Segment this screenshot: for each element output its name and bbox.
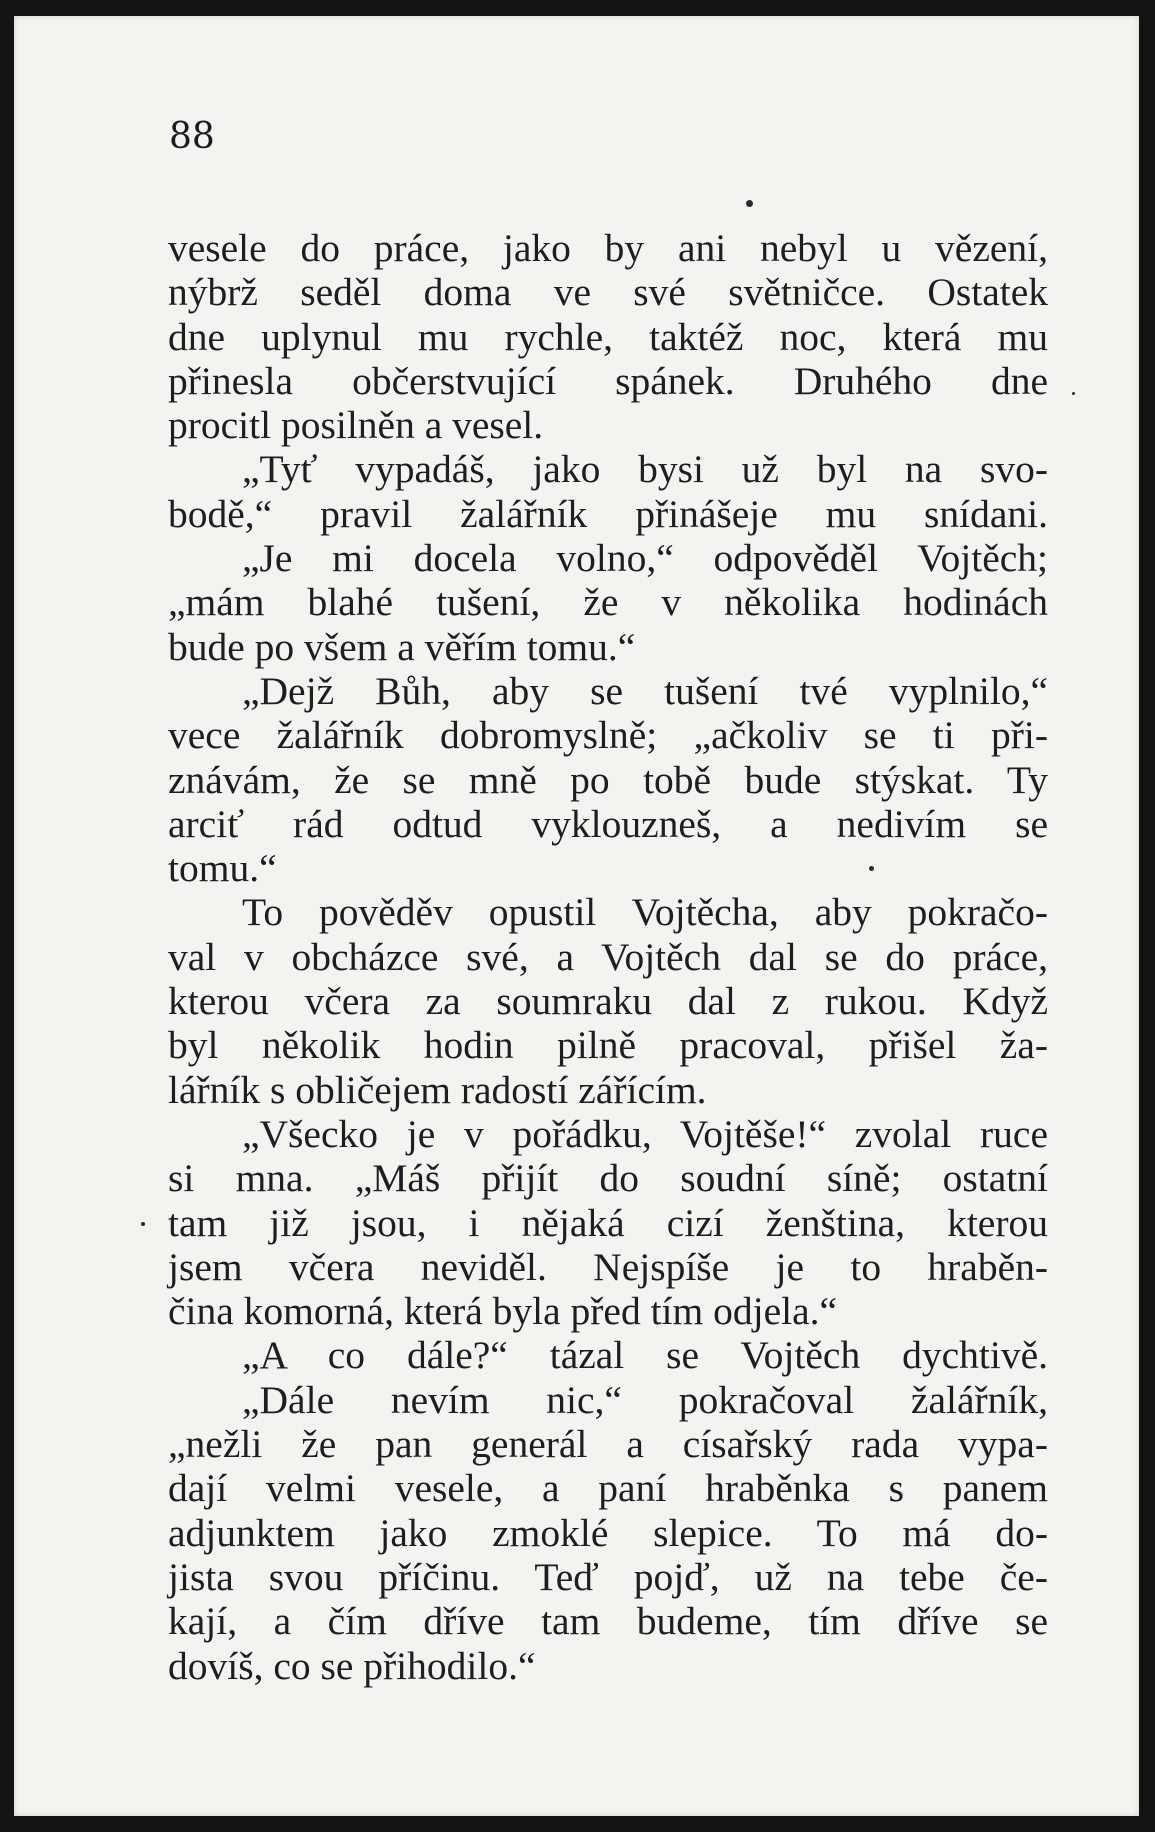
text-line: bude po všem a věřím tomu.“ bbox=[168, 624, 636, 669]
ink-speck bbox=[1072, 392, 1075, 395]
text-line: znávám, že se mně po tobě bude stýskat. Ty bbox=[168, 757, 1048, 802]
text-line: kterou včera za soumraku dal z rukou. Když bbox=[168, 979, 1048, 1024]
text-line: arciť rád odtud vyklouzneš, a nedivím se bbox=[168, 801, 1048, 846]
text-line: „mám blahé tušení, že v několika hodinách bbox=[168, 580, 1048, 625]
ink-speck bbox=[869, 866, 874, 871]
text-line: dovíš, co se přihodilo.“ bbox=[168, 1643, 536, 1688]
text-line: „Dejž Bůh, aby se tušení tvé vyplnilo,“ bbox=[242, 668, 1048, 713]
text-line: nýbrž seděl doma ve své světničce. Ostatek bbox=[168, 270, 1048, 315]
ink-speck bbox=[141, 1222, 145, 1226]
text-line: byl několik hodin pilně pracoval, přišel ža- bbox=[168, 1023, 1048, 1068]
text-line: přinesla občerstvující spánek. Druhého dne bbox=[168, 358, 1048, 403]
text-line: adjunktem jako zmoklé slepice. To má do- bbox=[168, 1510, 1048, 1555]
text-line: dají velmi vesele, a paní hraběnka s panem bbox=[168, 1466, 1048, 1511]
body-text bbox=[168, 226, 1048, 1688]
text-line: jista svou příčinu. Teď pojď, už na tebe če- bbox=[168, 1554, 1048, 1599]
text-line: To pověděv opustil Vojtěcha, aby pokračo- bbox=[242, 890, 1048, 935]
text-line: „Všecko je v pořádku, Vojtěše!“ zvolal ruce bbox=[242, 1111, 1048, 1156]
text-line: tam již jsou, i nějaká cizí ženština, kterou bbox=[168, 1200, 1048, 1245]
text-line: „Tyť vypadáš, jako bysi už byl na svo- bbox=[242, 447, 1048, 492]
text-line: „Dále nevím nic,“ pokračoval žalářník, bbox=[242, 1377, 1048, 1422]
text-line: vesele do práce, jako by ani nebyl u vězení, bbox=[168, 226, 1048, 270]
text-line: bodě,“ pravil žalářník přinášeje mu snídani. bbox=[168, 491, 1048, 536]
text-line: si mna. „Máš přijít do soudní síně; ostatní bbox=[168, 1156, 1048, 1201]
text-line: „Je mi docela volno,“ odpověděl Vojtěch; bbox=[242, 536, 1048, 581]
text-line: jsem včera neviděl. Nejspíše je to hraběn- bbox=[168, 1244, 1048, 1289]
text-line: tomu.“ bbox=[168, 846, 277, 891]
ink-speck bbox=[746, 200, 753, 207]
text-line: čina komorná, která byla před tím odjela.“ bbox=[168, 1289, 838, 1334]
text-line: dne uplynul mu rychle, taktéž noc, která mu bbox=[168, 314, 1048, 359]
text-line: lářník s obličejem radostí zářícím. bbox=[168, 1067, 707, 1112]
page-number: 88 bbox=[169, 116, 215, 157]
book-page bbox=[14, 16, 1139, 1816]
text-line: kají, a čím dříve tam budeme, tím dříve se bbox=[168, 1599, 1048, 1644]
text-line: „A co dále?“ tázal se Vojtěch dychtivě. bbox=[242, 1333, 1048, 1378]
text-line: val v obcházce své, a Vojtěch dal se do práce, bbox=[168, 934, 1048, 979]
text-line: procitl posilněn a vesel. bbox=[168, 403, 544, 448]
text-line: „nežli že pan generál a císařský rada vypa- bbox=[168, 1422, 1048, 1467]
text-line: vece žalářník dobromyslně; „ačkoliv se ti při- bbox=[168, 713, 1048, 758]
